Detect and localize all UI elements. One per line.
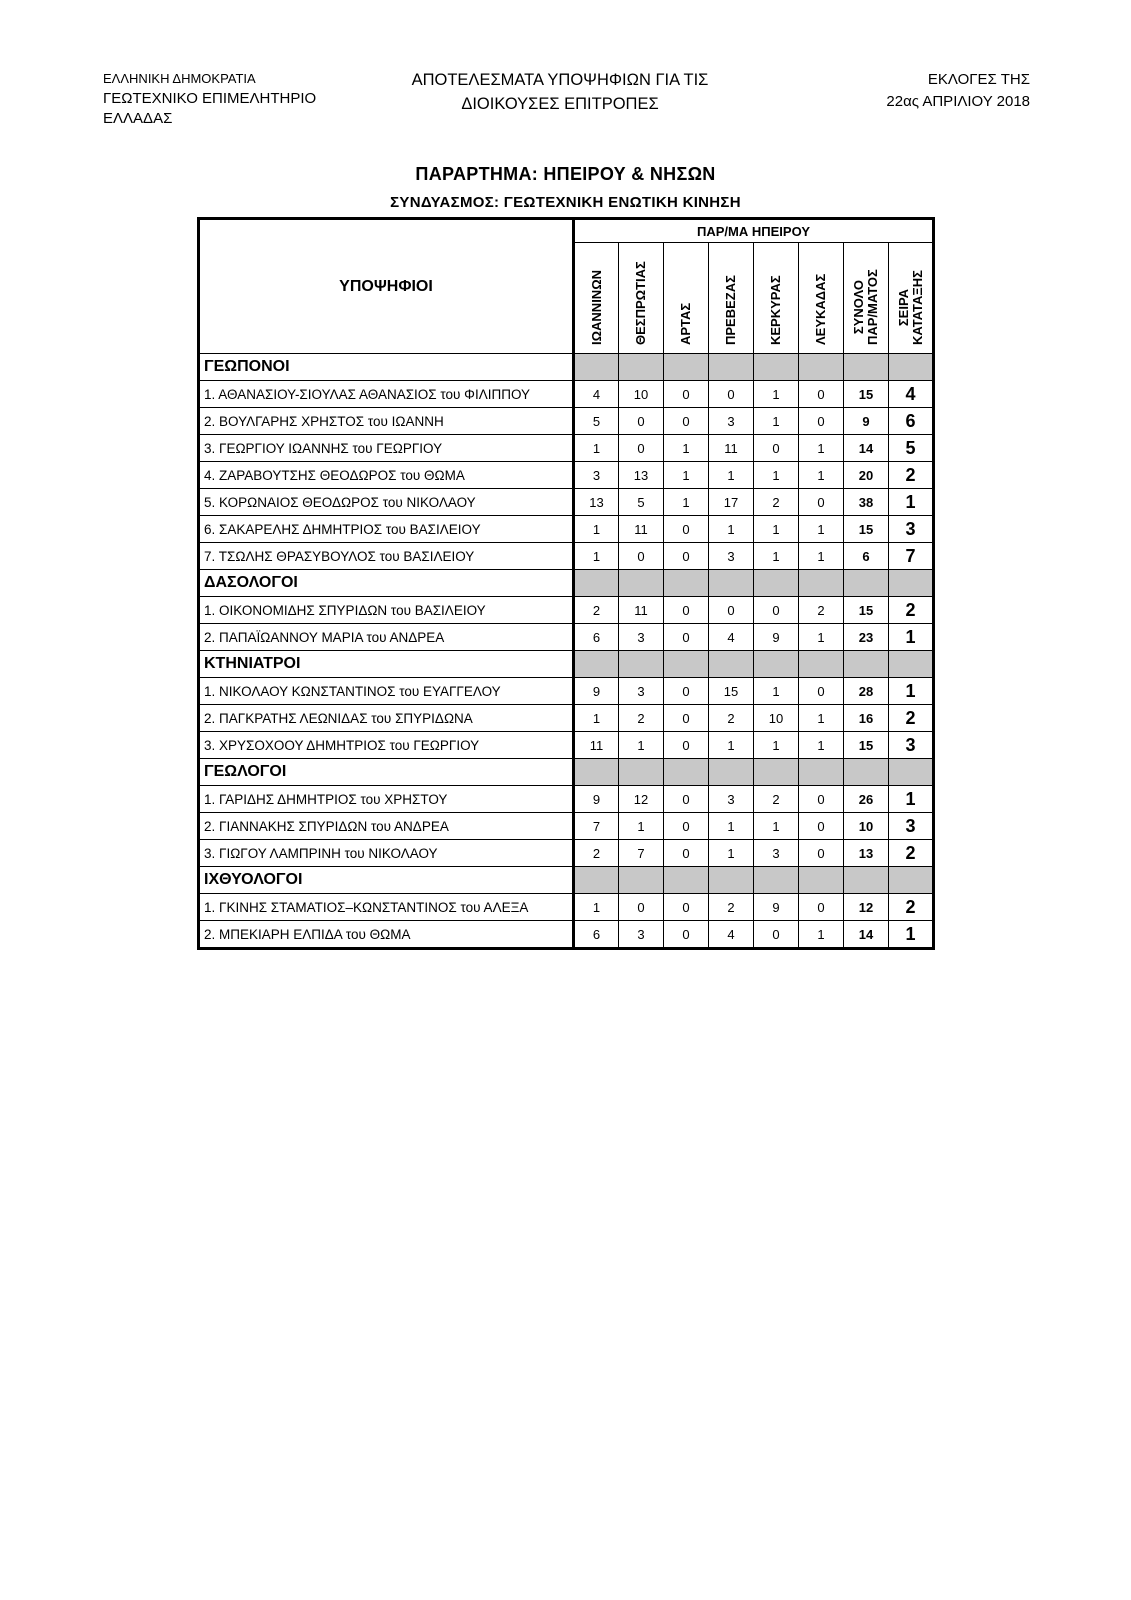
vote-count: 1 bbox=[709, 732, 754, 759]
col-header-thesprotias: ΘΕΣΠΡΩΤΙΑΣ bbox=[619, 243, 664, 354]
vote-count: 0 bbox=[619, 543, 664, 570]
candidate-row bbox=[199, 516, 934, 543]
vote-count: 0 bbox=[799, 813, 844, 840]
category-shaded-cell bbox=[754, 570, 799, 597]
page-subtitle: ΣΥΝΔΥΑΣΜΟΣ: ΓΕΩΤΕΧΝΙΚΗ ΕΝΩΤΙΚΗ ΚΙΝΗΣΗ bbox=[390, 194, 741, 211]
document-heading-line-2: ΔΙΟΙΚΟΥΣΕΣ ΕΠΙΤΡΟΠΕΣ bbox=[461, 95, 659, 113]
vote-count: 0 bbox=[664, 543, 709, 570]
vote-total: 15 bbox=[844, 516, 889, 543]
vote-count: 1 bbox=[574, 705, 619, 732]
vote-count: 0 bbox=[709, 597, 754, 624]
candidate-name: 4. ΖΑΡΑΒΟΥΤΣΗΣ ΘΕΟΔΩΡΟΣ του ΘΩΜΑ bbox=[199, 462, 574, 489]
vote-count: 0 bbox=[799, 786, 844, 813]
candidate-row bbox=[199, 543, 934, 570]
rank-value: 2 bbox=[889, 840, 934, 867]
vote-count: 0 bbox=[754, 921, 799, 949]
candidate-name: 3. ΓΕΩΡΓΙΟΥ ΙΩΑΝΝΗΣ του ΓΕΩΡΓΙΟΥ bbox=[199, 435, 574, 462]
vote-total: 6 bbox=[844, 543, 889, 570]
rank-value: 3 bbox=[889, 732, 934, 759]
category-shaded-cell bbox=[799, 570, 844, 597]
vote-count: 1 bbox=[799, 543, 844, 570]
candidate-row bbox=[199, 408, 934, 435]
vote-total: 10 bbox=[844, 813, 889, 840]
candidate-name: 2. ΜΠΕΚΙΑΡΗ ΕΛΠΙΔΑ του ΘΩΜΑ bbox=[199, 921, 574, 949]
rank-value: 1 bbox=[889, 678, 934, 705]
category-shaded-cell bbox=[619, 570, 664, 597]
election-date-line-1: ΕΚΛΟΓΕΣ ΤΗΣ bbox=[927, 71, 1030, 88]
category-shaded-cell bbox=[889, 651, 934, 678]
category-shaded-cell bbox=[619, 759, 664, 786]
vote-count: 3 bbox=[709, 786, 754, 813]
vote-count: 1 bbox=[664, 435, 709, 462]
vote-total: 15 bbox=[844, 381, 889, 408]
category-shaded-cell bbox=[709, 867, 754, 894]
vote-count: 1 bbox=[664, 462, 709, 489]
rank-value: 1 bbox=[889, 489, 934, 516]
candidate-name: 7. ΤΣΩΛΗΣ ΘΡΑΣΥΒΟΥΛΟΣ του ΒΑΣΙΛΕΙΟΥ bbox=[199, 543, 574, 570]
vote-count: 1 bbox=[799, 705, 844, 732]
category-shaded-cell bbox=[709, 651, 754, 678]
col-header-ioanninon: ΙΩΑΝΝΙΝΩΝ bbox=[574, 243, 619, 354]
vote-total: 12 bbox=[844, 894, 889, 921]
rank-value: 2 bbox=[889, 462, 934, 489]
issuer-line-1: ΕΛΛΗΝΙΚΗ ΔΗΜΟΚΡΑΤΙΑ bbox=[103, 71, 256, 86]
vote-count: 1 bbox=[754, 462, 799, 489]
candidate-name: 2. ΠΑΓΚΡΑΤΗΣ ΛΕΩΝΙΔΑΣ του ΣΠΥΡΙΔΩΝΑ bbox=[199, 705, 574, 732]
vote-count: 1 bbox=[574, 543, 619, 570]
category-shaded-cell bbox=[754, 651, 799, 678]
rank-value: 4 bbox=[889, 381, 934, 408]
vote-count: 0 bbox=[619, 408, 664, 435]
vote-count: 2 bbox=[574, 840, 619, 867]
vote-count: 12 bbox=[619, 786, 664, 813]
candidate-row bbox=[199, 624, 934, 651]
candidate-name: 2. ΠΑΠΑΪΩΑΝΝΟΥ ΜΑΡΙΑ του ΑΝΔΡΕΑ bbox=[199, 624, 574, 651]
rank-value: 1 bbox=[889, 624, 934, 651]
vote-total: 20 bbox=[844, 462, 889, 489]
vote-total: 15 bbox=[844, 732, 889, 759]
vote-count: 1 bbox=[709, 516, 754, 543]
vote-count: 0 bbox=[664, 813, 709, 840]
rank-value: 3 bbox=[889, 813, 934, 840]
vote-count: 13 bbox=[574, 489, 619, 516]
category-shaded-cell bbox=[574, 570, 619, 597]
vote-count: 2 bbox=[799, 597, 844, 624]
category-row bbox=[199, 651, 934, 678]
vote-count: 1 bbox=[799, 462, 844, 489]
vote-total: 15 bbox=[844, 597, 889, 624]
document-heading bbox=[380, 68, 740, 116]
vote-count: 1 bbox=[754, 813, 799, 840]
category-name: ΓΕΩΠΟΝΟΙ bbox=[199, 354, 574, 381]
candidate-row bbox=[199, 435, 934, 462]
vote-count: 0 bbox=[664, 597, 709, 624]
rank-value: 7 bbox=[889, 543, 934, 570]
category-shaded-cell bbox=[709, 570, 754, 597]
category-shaded-cell bbox=[844, 759, 889, 786]
candidate-name: 1. ΝΙΚΟΛΑΟΥ ΚΩΝΣΤΑΝΤΙΝΟΣ του ΕΥΑΓΓΕΛΟΥ bbox=[199, 678, 574, 705]
vote-count: 2 bbox=[619, 705, 664, 732]
vote-count: 1 bbox=[754, 678, 799, 705]
category-name: ΙΧΘΥΟΛΟΓΟΙ bbox=[199, 867, 574, 894]
candidate-row bbox=[199, 462, 934, 489]
vote-count: 10 bbox=[619, 381, 664, 408]
category-shaded-cell bbox=[574, 867, 619, 894]
rank-value: 2 bbox=[889, 705, 934, 732]
vote-count: 3 bbox=[574, 462, 619, 489]
vote-count: 9 bbox=[574, 678, 619, 705]
vote-count: 4 bbox=[709, 624, 754, 651]
vote-count: 2 bbox=[709, 894, 754, 921]
candidate-name: 1. ΟΙΚΟΝΟΜΙΔΗΣ ΣΠΥΡΙΔΩΝ του ΒΑΣΙΛΕΙΟΥ bbox=[199, 597, 574, 624]
candidate-name: 6. ΣΑΚΑΡΕΛΗΣ ΔΗΜΗΤΡΙΟΣ του ΒΑΣΙΛΕΙΟΥ bbox=[199, 516, 574, 543]
category-shaded-cell bbox=[619, 651, 664, 678]
election-date-block bbox=[830, 69, 1030, 113]
candidate-row bbox=[199, 489, 934, 516]
category-shaded-cell bbox=[574, 759, 619, 786]
vote-count: 1 bbox=[709, 813, 754, 840]
col-header-rank: ΣΕΙΡΑ ΚΑΤΑΤΑΞΗΣ bbox=[889, 243, 934, 354]
vote-count: 9 bbox=[754, 894, 799, 921]
vote-count: 17 bbox=[709, 489, 754, 516]
vote-count: 0 bbox=[619, 435, 664, 462]
vote-count: 0 bbox=[799, 381, 844, 408]
category-shaded-cell bbox=[844, 867, 889, 894]
vote-count: 1 bbox=[799, 732, 844, 759]
category-shaded-cell bbox=[844, 651, 889, 678]
category-shaded-cell bbox=[844, 354, 889, 381]
category-row bbox=[199, 759, 934, 786]
vote-count: 1 bbox=[754, 381, 799, 408]
category-shaded-cell bbox=[709, 759, 754, 786]
category-shaded-cell bbox=[664, 759, 709, 786]
category-row bbox=[199, 354, 934, 381]
candidate-row bbox=[199, 786, 934, 813]
vote-count: 2 bbox=[709, 705, 754, 732]
vote-count: 0 bbox=[664, 921, 709, 949]
category-name: ΓΕΩΛΟΓΟΙ bbox=[199, 759, 574, 786]
vote-count: 0 bbox=[709, 381, 754, 408]
candidate-name: 1. ΓΚΙΝΗΣ ΣΤΑΜΑΤΙΟΣ–ΚΩΝΣΤΑΝΤΙΝΟΣ του ΑΛΕΞΑ bbox=[199, 894, 574, 921]
region-header: ΠΑΡ/ΜΑ ΗΠΕΙΡΟΥ bbox=[574, 219, 934, 243]
category-shaded-cell bbox=[619, 867, 664, 894]
vote-count: 10 bbox=[754, 705, 799, 732]
vote-count: 3 bbox=[619, 678, 664, 705]
vote-count: 1 bbox=[754, 516, 799, 543]
vote-count: 11 bbox=[709, 435, 754, 462]
candidate-row bbox=[199, 705, 934, 732]
vote-total: 14 bbox=[844, 435, 889, 462]
rank-value: 2 bbox=[889, 597, 934, 624]
vote-count: 0 bbox=[799, 840, 844, 867]
candidate-row bbox=[199, 678, 934, 705]
vote-count: 11 bbox=[574, 732, 619, 759]
vote-count: 0 bbox=[664, 732, 709, 759]
category-shaded-cell bbox=[889, 570, 934, 597]
vote-count: 0 bbox=[799, 894, 844, 921]
category-shaded-cell bbox=[844, 570, 889, 597]
vote-count: 4 bbox=[574, 381, 619, 408]
vote-count: 6 bbox=[574, 921, 619, 949]
issuer-block bbox=[103, 69, 363, 129]
vote-count: 0 bbox=[799, 489, 844, 516]
vote-count: 6 bbox=[574, 624, 619, 651]
vote-total: 28 bbox=[844, 678, 889, 705]
candidate-name: 1. ΑΘΑΝΑΣΙΟΥ-ΣΙΟΥΛΑΣ ΑΘΑΝΑΣΙΟΣ του ΦΙΛΙΠΠΟΥ bbox=[199, 381, 574, 408]
vote-total: 16 bbox=[844, 705, 889, 732]
col-header-prevezas: ΠΡΕΒΕΖΑΣ bbox=[709, 243, 754, 354]
vote-count: 9 bbox=[574, 786, 619, 813]
category-row bbox=[199, 867, 934, 894]
vote-count: 1 bbox=[664, 489, 709, 516]
vote-count: 3 bbox=[709, 543, 754, 570]
category-row bbox=[199, 570, 934, 597]
vote-count: 0 bbox=[664, 678, 709, 705]
candidate-row bbox=[199, 597, 934, 624]
col-header-kerkyras: ΚΕΡΚΥΡΑΣ bbox=[754, 243, 799, 354]
vote-count: 15 bbox=[709, 678, 754, 705]
vote-count: 5 bbox=[619, 489, 664, 516]
vote-count: 3 bbox=[709, 408, 754, 435]
category-shaded-cell bbox=[664, 867, 709, 894]
vote-count: 0 bbox=[799, 678, 844, 705]
col-header-total: ΣΥΝΟΛΟ ΠΑΡ/ΜΑΤΟΣ bbox=[844, 243, 889, 354]
vote-count: 1 bbox=[709, 462, 754, 489]
category-shaded-cell bbox=[619, 354, 664, 381]
vote-count: 1 bbox=[799, 516, 844, 543]
vote-total: 38 bbox=[844, 489, 889, 516]
category-shaded-cell bbox=[889, 354, 934, 381]
vote-count: 0 bbox=[754, 597, 799, 624]
vote-count: 2 bbox=[754, 489, 799, 516]
category-shaded-cell bbox=[799, 759, 844, 786]
vote-count: 1 bbox=[574, 516, 619, 543]
category-shaded-cell bbox=[709, 354, 754, 381]
category-shaded-cell bbox=[799, 651, 844, 678]
vote-count: 1 bbox=[574, 435, 619, 462]
vote-count: 1 bbox=[619, 813, 664, 840]
vote-count: 0 bbox=[799, 408, 844, 435]
rank-value: 2 bbox=[889, 894, 934, 921]
vote-total: 13 bbox=[844, 840, 889, 867]
vote-count: 1 bbox=[619, 732, 664, 759]
vote-count: 2 bbox=[754, 786, 799, 813]
rank-value: 1 bbox=[889, 786, 934, 813]
vote-count: 0 bbox=[664, 516, 709, 543]
vote-count: 0 bbox=[664, 786, 709, 813]
candidate-row bbox=[199, 921, 934, 949]
category-shaded-cell bbox=[664, 354, 709, 381]
vote-count: 1 bbox=[799, 921, 844, 949]
rank-value: 6 bbox=[889, 408, 934, 435]
election-date-line-2: 22ας ΑΠΡΙΛΙΟΥ 2018 bbox=[886, 93, 1030, 110]
candidate-name: 2. ΒΟΥΛΓΑΡΗΣ ΧΡΗΣΤΟΣ του ΙΩΑΝΝΗ bbox=[199, 408, 574, 435]
category-shaded-cell bbox=[754, 867, 799, 894]
category-shaded-cell bbox=[574, 354, 619, 381]
vote-count: 1 bbox=[799, 435, 844, 462]
vote-count: 0 bbox=[664, 624, 709, 651]
vote-count: 11 bbox=[619, 516, 664, 543]
vote-count: 0 bbox=[664, 840, 709, 867]
vote-count: 11 bbox=[619, 597, 664, 624]
col-header-artas: ΑΡΤΑΣ bbox=[664, 243, 709, 354]
category-shaded-cell bbox=[664, 570, 709, 597]
category-shaded-cell bbox=[799, 867, 844, 894]
vote-count: 0 bbox=[619, 894, 664, 921]
document-heading-line-1: ΑΠΟΤΕΛΕΣΜΑΤΑ ΥΠΟΨΗΦΙΩΝ ΓΙΑ ΤΙΣ bbox=[411, 71, 709, 89]
vote-count: 0 bbox=[664, 705, 709, 732]
candidate-row bbox=[199, 381, 934, 408]
vote-count: 2 bbox=[574, 597, 619, 624]
category-shaded-cell bbox=[664, 651, 709, 678]
candidate-row bbox=[199, 732, 934, 759]
page-title: ΠΑΡΑΡΤΗΜΑ: ΗΠΕΙΡΟΥ & ΝΗΣΩΝ bbox=[415, 164, 716, 184]
col-header-lefkadas: ΛΕΥΚΑΔΑΣ bbox=[799, 243, 844, 354]
vote-count: 1 bbox=[754, 408, 799, 435]
vote-count: 3 bbox=[754, 840, 799, 867]
issuer-line-2: ΓΕΩΤΕΧΝΙΚΟ ΕΠΙΜΕΛΗΤΗΡΙΟ bbox=[103, 90, 317, 107]
vote-count: 1 bbox=[709, 840, 754, 867]
candidate-name: 5. ΚΟΡΩΝΑΙΟΣ ΘΕΟΔΩΡΟΣ του ΝΙΚΟΛΑΟΥ bbox=[199, 489, 574, 516]
candidate-name: 3. ΓΙΩΓΟΥ ΛΑΜΠΡΙΝΗ του ΝΙΚΟΛΑΟΥ bbox=[199, 840, 574, 867]
candidate-row bbox=[199, 894, 934, 921]
rank-value: 1 bbox=[889, 921, 934, 949]
vote-count: 5 bbox=[574, 408, 619, 435]
category-shaded-cell bbox=[574, 651, 619, 678]
vote-count: 3 bbox=[619, 624, 664, 651]
category-shaded-cell bbox=[799, 354, 844, 381]
vote-total: 26 bbox=[844, 786, 889, 813]
vote-count: 9 bbox=[754, 624, 799, 651]
category-name: ΚΤΗΝΙΑΤΡΟΙ bbox=[199, 651, 574, 678]
issuer-line-3: ΕΛΛΑΔΑΣ bbox=[103, 110, 173, 127]
candidate-row bbox=[199, 813, 934, 840]
vote-count: 13 bbox=[619, 462, 664, 489]
vote-total: 23 bbox=[844, 624, 889, 651]
candidate-row bbox=[199, 840, 934, 867]
vote-count: 7 bbox=[574, 813, 619, 840]
category-shaded-cell bbox=[889, 867, 934, 894]
candidates-header: ΥΠΟΨΗΦΙΟΙ bbox=[199, 219, 574, 354]
vote-count: 0 bbox=[754, 435, 799, 462]
vote-count: 1 bbox=[799, 624, 844, 651]
rank-value: 5 bbox=[889, 435, 934, 462]
vote-total: 9 bbox=[844, 408, 889, 435]
results-table bbox=[197, 217, 935, 950]
candidate-name: 2. ΓΙΑΝΝΑΚΗΣ ΣΠΥΡΙΔΩΝ του ΑΝΔΡΕΑ bbox=[199, 813, 574, 840]
rank-value: 3 bbox=[889, 516, 934, 543]
category-shaded-cell bbox=[889, 759, 934, 786]
vote-count: 0 bbox=[664, 381, 709, 408]
vote-count: 1 bbox=[754, 732, 799, 759]
candidate-name: 1. ΓΑΡΙΔΗΣ ΔΗΜΗΤΡΙΟΣ του ΧΡΗΣΤΟΥ bbox=[199, 786, 574, 813]
vote-count: 4 bbox=[709, 921, 754, 949]
vote-count: 0 bbox=[664, 894, 709, 921]
vote-count: 1 bbox=[754, 543, 799, 570]
category-shaded-cell bbox=[754, 759, 799, 786]
vote-count: 3 bbox=[619, 921, 664, 949]
vote-total: 14 bbox=[844, 921, 889, 949]
category-shaded-cell bbox=[754, 354, 799, 381]
vote-count: 7 bbox=[619, 840, 664, 867]
vote-count: 1 bbox=[574, 894, 619, 921]
vote-count: 0 bbox=[664, 408, 709, 435]
category-name: ΔΑΣΟΛΟΓΟΙ bbox=[199, 570, 574, 597]
candidate-name: 3. ΧΡΥΣΟΧΟΟΥ ΔΗΜΗΤΡΙΟΣ του ΓΕΩΡΓΙΟΥ bbox=[199, 732, 574, 759]
